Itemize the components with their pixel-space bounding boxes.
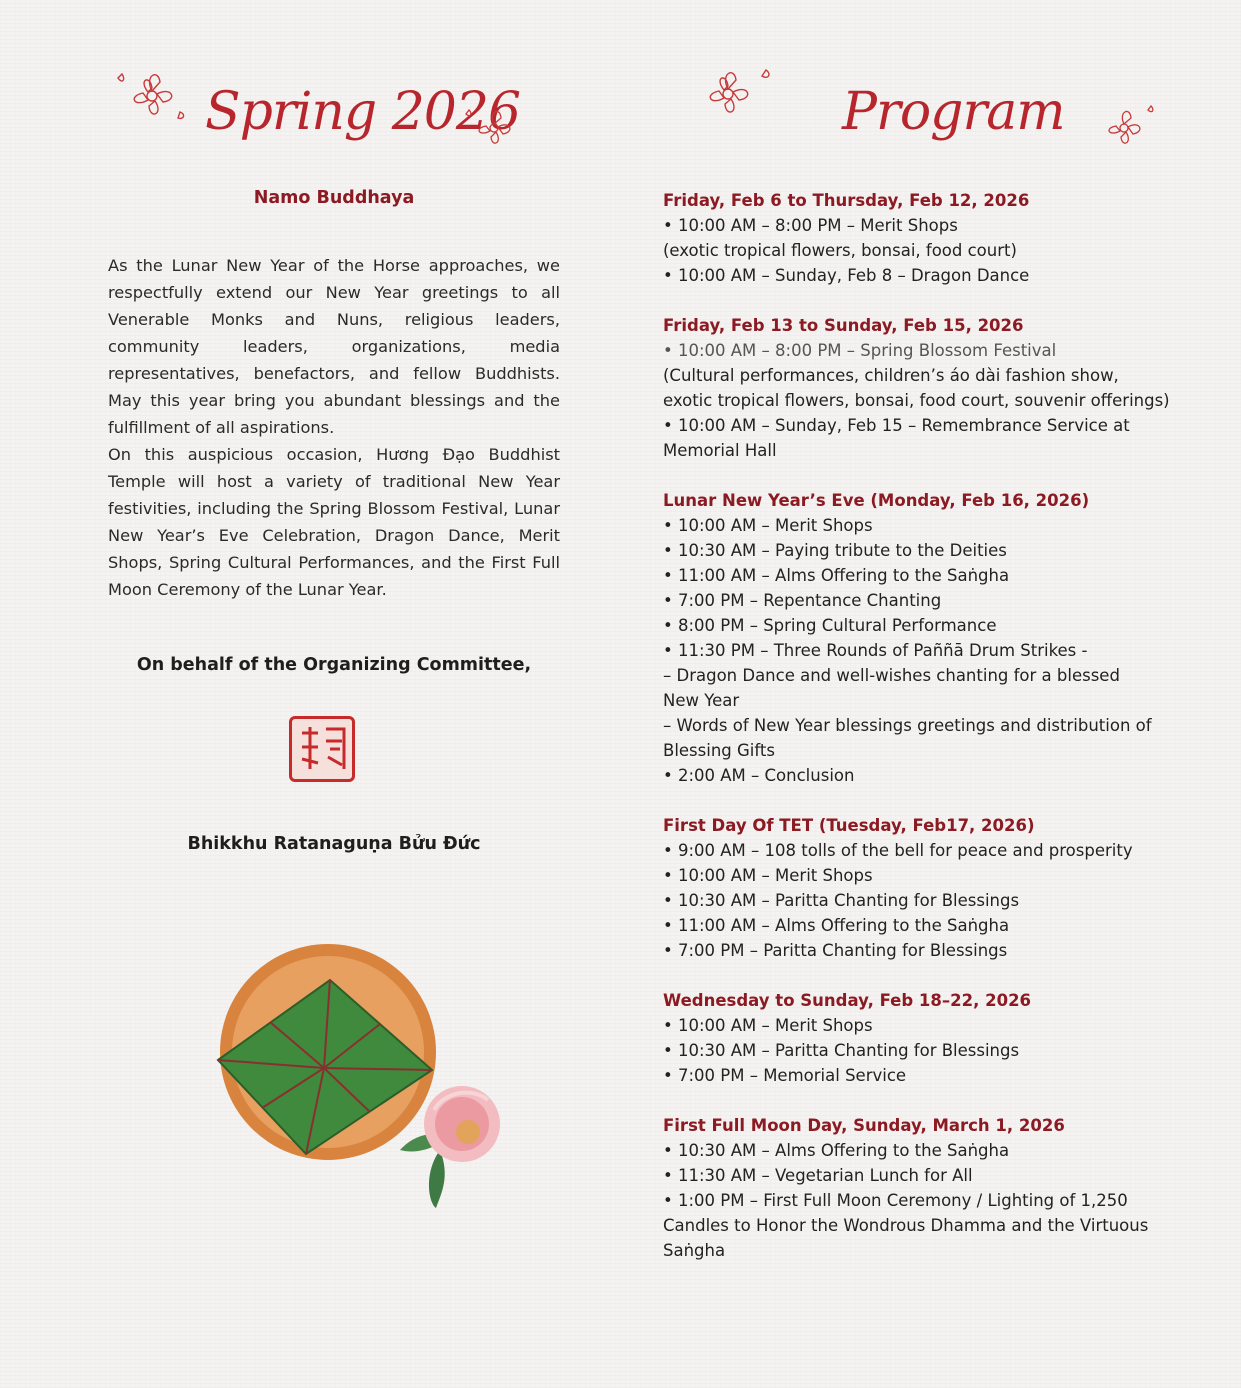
- behalf-line: On behalf of the Organizing Committee,: [136, 655, 532, 675]
- schedule-line: • 1:00 PM – First Full Moon Ceremony / Lighting of 1,250: [663, 1191, 1128, 1210]
- schedule-line: • 10:00 AM – Merit Shops: [663, 1016, 873, 1035]
- program-section: [663, 813, 1203, 963]
- greeting: Namo Buddhaya: [253, 188, 415, 208]
- schedule-line: • 7:00 PM – Paritta Chanting for Blessings: [663, 941, 1008, 960]
- schedule-line: Memorial Hall: [663, 441, 777, 460]
- banh-chung-icon: [210, 940, 510, 1215]
- schedule-line: • 10:30 AM – Paritta Chanting for Blessings: [663, 1041, 1020, 1060]
- schedule-line: (exotic tropical flowers, bonsai, food court): [663, 241, 1017, 260]
- schedule-line: Candles to Honor the Wondrous Dhamma and the Virtuous: [663, 1216, 1149, 1235]
- section-heading: First Day Of TET (Tuesday, Feb17, 2026): [663, 816, 1035, 835]
- cherry-blossom-icon: [460, 100, 528, 158]
- schedule-line: New Year: [663, 691, 740, 710]
- letter-paragraph-2: On this auspicious occasion, Hương Đạo Buddhist Temple will host a variety of traditional New Year festivities, including the Spring Blossom Festival, Lunar New Year’s Eve Celebration, Dragon Dance, Merit Shops, Spring Cultural Performances, and the First Full Moon Ceremony of the Lunar Year.: [108, 445, 560, 599]
- schedule-line: • 10:00 AM – Sunday, Feb 15 – Remembrance Service at: [663, 416, 1130, 435]
- right-page-title: Program: [842, 82, 1065, 142]
- cherry-blossom-icon: [1088, 100, 1160, 158]
- schedule-line: • 10:30 AM – Paritta Chanting for Blessings: [663, 891, 1020, 910]
- schedule-line: • 10:30 AM – Alms Offering to the Saṅgha: [663, 1141, 1010, 1160]
- program-schedule: [663, 188, 1203, 1288]
- schedule-line: • 7:00 PM – Memorial Service: [663, 1066, 907, 1085]
- section-heading: Wednesday to Sunday, Feb 18–22, 2026: [663, 991, 1032, 1010]
- schedule-line: • 9:00 AM – 108 tolls of the bell for peace and prosperity: [663, 841, 1133, 860]
- schedule-line: (Cultural performances, children’s áo dài fashion show,: [663, 366, 1119, 385]
- cherry-blossom-icon: [684, 58, 778, 128]
- schedule-line: • 8:00 PM – Spring Cultural Performance: [663, 616, 997, 635]
- program-section: [663, 488, 1203, 788]
- schedule-line: – Dragon Dance and well-wishes chanting for a blessed: [663, 666, 1120, 685]
- section-heading: Friday, Feb 13 to Sunday, Feb 15, 2026: [663, 316, 1024, 335]
- letter-paragraph-1: As the Lunar New Year of the Horse approaches, we respectfully extend our New Year greetings to all Venerable Monks and Nuns, religious leaders, community leaders, organizations, media representatives, benefactors, and fellow Buddhists. May this year bring you abundant blessings and the fulfillment of all aspirations.: [108, 256, 560, 437]
- seal-stamp-icon: [289, 716, 355, 782]
- schedule-line: • 10:00 AM – 8:00 PM – Merit Shops: [663, 216, 958, 235]
- section-heading: Friday, Feb 6 to Thursday, Feb 12, 2026: [663, 191, 1030, 210]
- schedule-line: • 11:00 AM – Alms Offering to the Saṅgha: [663, 566, 1010, 585]
- schedule-line: • 10:00 AM – Sunday, Feb 8 – Dragon Dance: [663, 266, 1030, 285]
- schedule-line: • 7:00 PM – Repentance Chanting: [663, 591, 942, 610]
- section-heading: Lunar New Year’s Eve (Monday, Feb 16, 2026): [663, 491, 1090, 510]
- schedule-line: • 10:00 AM – 8:00 PM – Spring Blossom Festival: [663, 341, 1057, 360]
- schedule-line: • 10:00 AM – Merit Shops: [663, 866, 873, 885]
- schedule-line: • 11:30 PM – Three Rounds of Paññā Drum Strikes -: [663, 641, 1088, 660]
- schedule-line: • 10:00 AM – Merit Shops: [663, 516, 873, 535]
- schedule-line: Saṅgha: [663, 1241, 726, 1260]
- section-heading: First Full Moon Day, Sunday, March 1, 2026: [663, 1116, 1065, 1135]
- schedule-line: • 11:30 AM – Vegetarian Lunch for All: [663, 1166, 973, 1185]
- greeting-letter: [108, 188, 560, 675]
- program-section: [663, 988, 1203, 1088]
- program-section: [663, 1113, 1203, 1263]
- program-section: [663, 188, 1203, 288]
- schedule-line: Blessing Gifts: [663, 741, 775, 760]
- schedule-line: – Words of New Year blessings greetings and distribution of: [663, 716, 1152, 735]
- signer-name: Bhikkhu Ratanaguṇa Bửu Đức: [187, 834, 481, 854]
- schedule-line: • 11:00 AM – Alms Offering to the Saṅgha: [663, 916, 1010, 935]
- cherry-blossom-icon: [108, 58, 196, 130]
- left-page-title: Spring 2026: [205, 82, 521, 142]
- program-section: [663, 313, 1203, 463]
- schedule-line: exotic tropical flowers, bonsai, food court, souvenir offerings): [663, 391, 1170, 410]
- schedule-line: • 2:00 AM – Conclusion: [663, 766, 855, 785]
- schedule-line: • 10:30 AM – Paying tribute to the Deities: [663, 541, 1007, 560]
